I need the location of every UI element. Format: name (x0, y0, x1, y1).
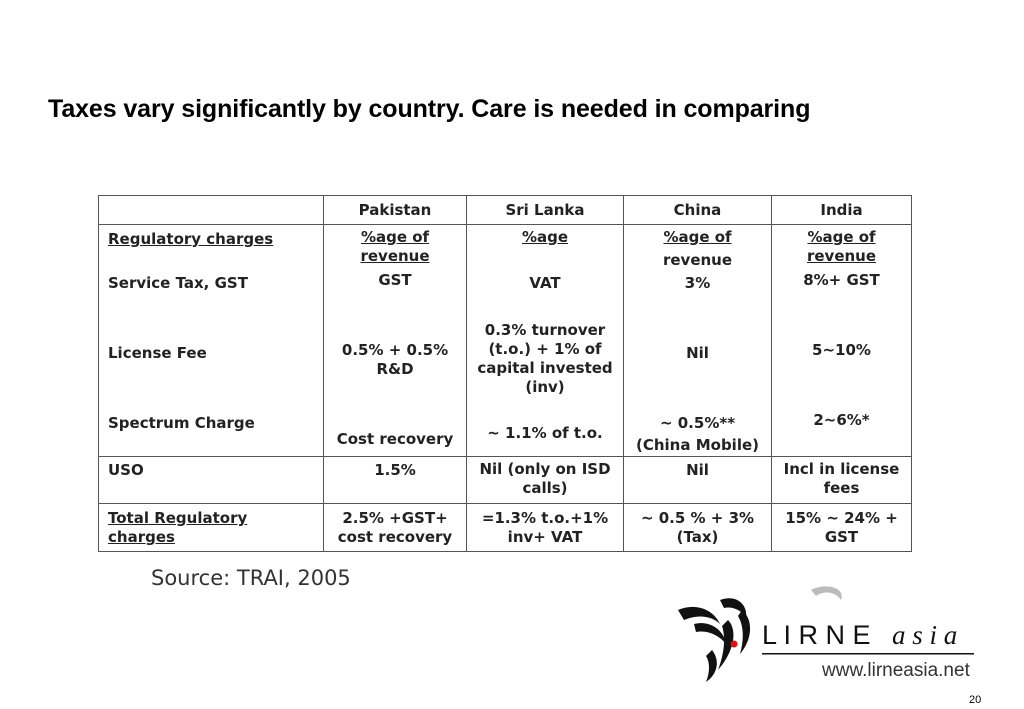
china-cell (624, 504, 772, 552)
license-fee-label: License Fee (108, 344, 207, 362)
cell-text: Nil (only on ISD (479, 460, 611, 478)
table-row (99, 504, 912, 552)
table-row (99, 225, 912, 457)
total-label (99, 504, 324, 552)
page-number: 20 (969, 694, 982, 706)
cell-text: %age of (360, 228, 430, 246)
slide-title: Taxes vary significantly by country. Care is needed in comparing (48, 95, 811, 123)
cell-text: fees (823, 479, 860, 497)
cell-text: ~ 0.5 % + 3% (640, 509, 755, 527)
bird-icon (678, 598, 750, 682)
cell-text: GST (824, 528, 859, 546)
lirneasia-logo (676, 580, 978, 688)
logo-divider (762, 653, 974, 655)
cell-text: 2.5% +GST+ (342, 509, 448, 527)
sri-lanka-cell (467, 225, 624, 457)
logo-url: www.lirneasia.net (822, 660, 970, 681)
cell-text: ~ 1.1% of t.o. (487, 424, 603, 442)
cell-text: 0.5% + 0.5% (341, 341, 449, 359)
cell-text: (China Mobile) (636, 436, 759, 454)
cell-text: charges (108, 528, 175, 546)
cell-text: 3% (684, 274, 711, 292)
cell-text: 0.3% turnover (484, 321, 606, 339)
cell-text: =1.3% t.o.+1% (481, 509, 609, 527)
cell-text: Nil (686, 461, 709, 479)
cell-text: R&D (376, 360, 414, 378)
header-india: India (772, 196, 912, 225)
cell-text: %age of (807, 228, 876, 246)
china-cell (624, 225, 772, 457)
uso-label (99, 457, 324, 504)
cell-text: revenue (662, 251, 733, 269)
india-cell (772, 225, 912, 457)
india-cell (772, 504, 912, 552)
cell-text: 5~10% (812, 341, 871, 359)
tax-comparison-table (98, 195, 911, 551)
cell-text: Cost recovery (336, 430, 454, 448)
table-row (99, 457, 912, 504)
logo-graphic (676, 580, 978, 688)
cell-text: (inv) (525, 378, 565, 396)
china-cell (624, 457, 772, 504)
service-tax-label: Service Tax, GST (108, 274, 248, 292)
swoosh-icon (811, 586, 842, 600)
cell-text: revenue (360, 247, 430, 265)
pakistan-cell (324, 504, 467, 552)
cell-text: 2~6%* (813, 411, 870, 429)
cell-text: inv+ VAT (507, 528, 583, 546)
cell-text: (t.o.) + 1% of (488, 340, 602, 358)
brand-main: L I R N E (762, 620, 871, 650)
header-china: China (624, 196, 772, 225)
cell-text: capital invested (477, 359, 613, 377)
cell-text: cost recovery (337, 528, 453, 546)
cell-text: Nil (686, 344, 709, 362)
cell-text: %age of (663, 228, 732, 246)
cell-text: calls) (522, 479, 568, 497)
header-empty (99, 196, 324, 225)
sri-lanka-cell (467, 504, 624, 552)
sri-lanka-cell (467, 457, 624, 504)
cell-text: ~ 0.5%** (659, 414, 736, 432)
brand-italic: a s i a (892, 620, 958, 650)
header-pakistan: Pakistan (324, 196, 467, 225)
header-sri-lanka: Sri Lanka (467, 196, 624, 225)
cell-text: (Tax) (676, 528, 719, 546)
cell-text: revenue (806, 247, 877, 265)
cell-text: GST (378, 271, 412, 289)
cell-text: 1.5% (374, 461, 416, 479)
cell-text: 8%+ GST (803, 271, 880, 289)
cell-text: VAT (529, 274, 561, 292)
cell-text: Total Regulatory (108, 509, 248, 527)
cell-text: %age (521, 228, 569, 246)
row-label-cell (99, 225, 324, 457)
cell-text: Incl in license (783, 460, 900, 478)
source-citation: Source: TRAI, 2005 (151, 566, 351, 590)
cell-text: USO (108, 461, 144, 479)
table (98, 195, 912, 552)
india-cell (772, 457, 912, 504)
header-row (99, 196, 912, 225)
pakistan-cell (324, 457, 467, 504)
pakistan-cell (324, 225, 467, 457)
cell-text: 15% ~ 24% + (785, 509, 898, 527)
spectrum-charge-label: Spectrum Charge (108, 414, 255, 432)
regulatory-charges-label: Regulatory charges (108, 230, 274, 248)
